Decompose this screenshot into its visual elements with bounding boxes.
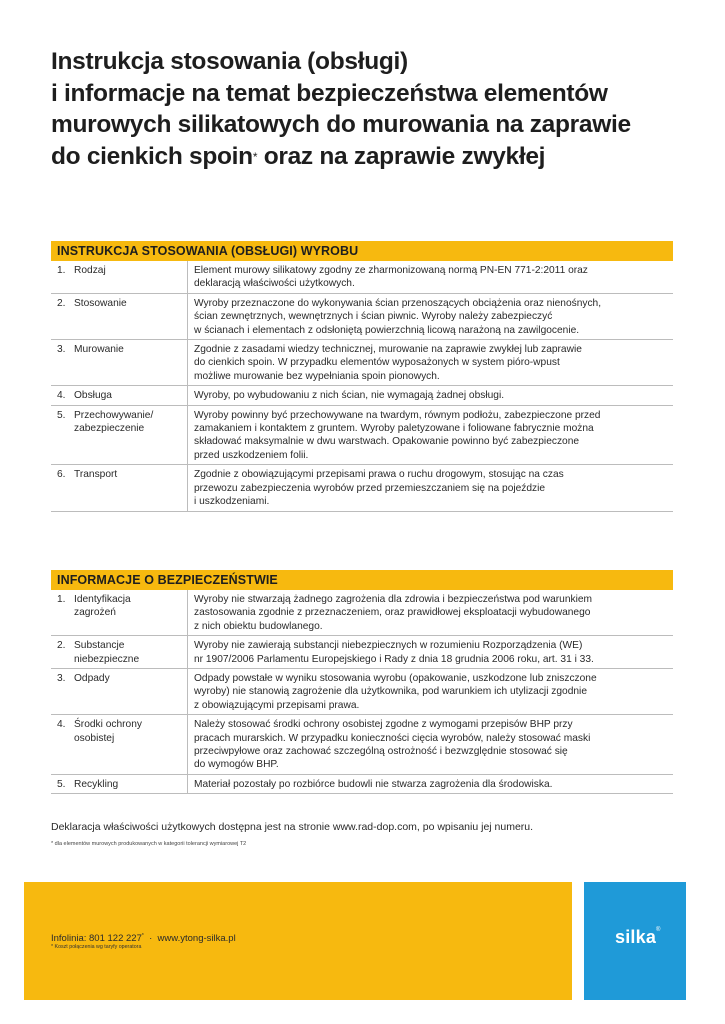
- row-label-text: Obsługa: [74, 390, 112, 402]
- silka-logo: [615, 927, 661, 948]
- description-line: przed uszkodzeniem folii.: [194, 449, 309, 461]
- table-row: [51, 261, 673, 293]
- description-line: przewozu zabezpieczenia wyrobów przed przemieszczaniem się na pojeździe: [194, 482, 546, 494]
- row-label-line: [57, 778, 183, 791]
- table-row: [51, 636, 673, 669]
- row-number: 4.: [57, 719, 66, 731]
- table-row: [51, 669, 673, 715]
- row-number: 2.: [57, 297, 66, 309]
- description-line: z obowiązującymi przepisami prawa.: [194, 699, 360, 711]
- row-description: [188, 636, 674, 669]
- table-row: [51, 715, 673, 775]
- row-label: [51, 293, 188, 339]
- safety-information-table: [51, 590, 673, 794]
- description-line: możliwe murowanie bez wypełniania spoin pionowych.: [194, 370, 440, 382]
- row-label-text: zagrożeń: [74, 607, 116, 619]
- row-label-text: niebezpieczne: [74, 653, 140, 665]
- row-label-line: [57, 468, 183, 481]
- description-line: Wyroby nie stwarzają żadnego zagrożenia dla zdrowia i bezpieczeństwa pod warunkiem: [194, 594, 592, 605]
- row-label-line: [57, 593, 183, 606]
- website-link[interactable]: www.ytong-silka.pl: [157, 933, 236, 944]
- description-line: przeciwpyłowe oraz zachować szczególną ostrożność i bezwzględnie stosować się: [194, 746, 568, 758]
- row-label-text: Murowanie: [74, 344, 124, 356]
- description-line: z nich obiektu budowlanego.: [194, 620, 323, 632]
- infolinia-number: Infolinia: 801 122 227: [51, 933, 142, 944]
- safety-information-section: [51, 570, 673, 794]
- table-row: [51, 386, 673, 405]
- row-label-text: Środki ochrony: [74, 719, 142, 731]
- row-description: [188, 669, 674, 715]
- description-line: składować maksymalnie w dwu warstwach. Opakowanie powinno być zabezpieczone: [194, 436, 580, 448]
- row-number: 2.: [57, 640, 66, 652]
- description-line: Zgodnie z zasadami wiedzy technicznej, murowanie na zaprawie zwykłej lub zaprawie: [194, 344, 582, 356]
- description-line: Odpady powstałe w wyniku stosowania wyrobu (opakowanie, uszkodzone lub zniszczone: [194, 673, 597, 685]
- row-number: 1.: [57, 265, 66, 276]
- usage-instructions-table: [51, 261, 673, 512]
- title-line: Instrukcja stosowania (obsługi): [51, 48, 408, 75]
- row-description: [188, 590, 674, 636]
- row-label-text: Rodzaj: [74, 265, 106, 276]
- row-label-text: Przechowywanie/: [74, 409, 154, 421]
- usage-instructions-section: [51, 241, 673, 512]
- row-description: [188, 715, 674, 775]
- row-label-text: Recykling: [74, 778, 119, 790]
- description-line: Zgodnie z obowiązującymi przepisami prawa o ruchu drogowym, stosując na czas: [194, 469, 564, 481]
- title-line-text: oraz na zaprawie zwykłej: [257, 142, 546, 170]
- row-label-line: [57, 653, 183, 666]
- row-label-line: [57, 264, 183, 277]
- row-label-text: Odpady: [74, 673, 110, 685]
- title-line: i informacje na temat bezpieczeństwa elementów: [51, 79, 608, 107]
- description-line: Wyroby przeznaczone do wykonywania ścian przenoszących obciążenia oraz nienośnych,: [194, 297, 602, 309]
- row-label-text: osobistej: [74, 732, 115, 744]
- row-label-line: [57, 606, 183, 619]
- infolinia-marker: *: [141, 933, 144, 939]
- row-label: [51, 669, 188, 715]
- call-cost-note: * Koszt połączenia wg taryfy operatora: [51, 944, 142, 950]
- row-label: [51, 340, 188, 386]
- description-line: do cienkich spoin. W przypadku elementów wyposażonych w system pióro-wpust: [194, 357, 560, 369]
- declaration-note: Deklaracja właściwości użytkowych dostępna jest na stronie www.rad-dop.com, po wpisaniu jej numeru.: [51, 821, 534, 833]
- registered-mark: ®: [656, 927, 661, 933]
- row-label: [51, 636, 188, 669]
- table-row: [51, 590, 673, 636]
- row-label-line: [57, 732, 183, 745]
- row-label-text: zabezpieczenie: [74, 423, 145, 435]
- description-line: nr 1907/2006 Parlamentu Europejskiego i Rady z dnia 18 grudnia 2006 roku, art. 31 i 33.: [194, 653, 594, 665]
- row-label-line: [57, 422, 183, 435]
- description-line: Materiał pozostały po rozbiórce budowli nie stwarza zagrożenia dla środowiska.: [194, 778, 553, 790]
- row-number: 4.: [57, 390, 66, 402]
- row-number: 3.: [57, 673, 66, 685]
- description-line: Należy stosować środki ochrony osobistej zgodne z wymogami przepisów BHP przy: [194, 719, 573, 731]
- row-number: 5.: [57, 778, 66, 790]
- row-label: [51, 405, 188, 465]
- logo-text: silka: [615, 927, 657, 947]
- table-row: [51, 405, 673, 465]
- table-row: [51, 465, 673, 511]
- description-line: deklaracją właściwości użytkowych.: [194, 278, 355, 290]
- table-row: [51, 293, 673, 339]
- description-line: ścian zewnętrznych, wewnętrznych i ścian piwnic. Wyroby należy zabezpieczyć: [194, 311, 553, 323]
- title-line: murowych silikatowych do murowania na zaprawie: [51, 111, 631, 138]
- row-label-line: [57, 389, 183, 402]
- description-line: i uszkodzeniami.: [194, 496, 270, 508]
- document-title: [51, 46, 691, 172]
- row-label-text: Transport: [74, 469, 118, 481]
- row-label: [51, 465, 188, 511]
- row-description: [188, 261, 674, 293]
- contact-line: [51, 933, 236, 944]
- separator: ·: [143, 933, 158, 944]
- section-heading: INFORMACJE O BEZPIECZEŃSTWIE: [51, 570, 673, 590]
- description-line: Wyroby nie zawierają substancji niebezpiecznych w rozumieniu Rozporządzenia (WE): [194, 640, 583, 652]
- section-heading: INSTRUKCJA STOSOWANIA (OBSŁUGI) WYROBU: [51, 241, 673, 261]
- row-description: [188, 774, 674, 793]
- description-line: do wymogów BHP.: [194, 759, 279, 771]
- row-label-line: [57, 672, 183, 685]
- row-description: [188, 386, 674, 405]
- description-line: zastosowania zgodnie z przeznaczeniem, oraz prawidłowej eksploatacji wybudowanego: [194, 607, 591, 619]
- row-label: [51, 774, 188, 793]
- row-label-line: [57, 343, 183, 356]
- description-line: zamakaniem i kontaktem z gruntem. Wyroby paletyzowane i foliowane fabrycznie można: [194, 423, 594, 435]
- row-label-text: Stosowanie: [74, 297, 127, 309]
- row-label-text: Substancje: [74, 640, 125, 652]
- row-label-line: [57, 409, 183, 422]
- description-line: w ścianach i elementach z odsłoniętą powierzchnią licową narażoną na zawilgocenie.: [194, 324, 580, 336]
- footnote: * dla elementów murowych produkowanych w kategorii tolerancji wymiarowej T2: [51, 841, 247, 847]
- description-line: pracach murarskich. W przypadku konieczności cięcia wyrobów, należy stosować maski: [194, 732, 591, 744]
- row-number: 3.: [57, 344, 66, 356]
- row-description: [188, 465, 674, 511]
- row-description: [188, 293, 674, 339]
- row-description: [188, 340, 674, 386]
- table-row: [51, 340, 673, 386]
- title-line: [51, 141, 691, 173]
- description-line: Element murowy silikatowy zgodny ze zharmonizowaną normą PN-EN 771-2:2011 oraz: [194, 265, 588, 276]
- row-label: [51, 590, 188, 636]
- row-label: [51, 386, 188, 405]
- title-line-text: do cienkich spoin: [51, 142, 253, 170]
- row-label-line: [57, 718, 183, 731]
- row-label: [51, 715, 188, 775]
- row-number: 6.: [57, 469, 66, 481]
- description-line: Wyroby, po wybudowaniu z nich ścian, nie wymagają żadnej obsługi.: [194, 390, 505, 402]
- description-line: Wyroby powinny być przechowywane na twardym, równym podłożu, zabezpieczone przed: [194, 409, 601, 421]
- row-label-text: Identyfikacja: [74, 594, 131, 605]
- table-row: [51, 774, 673, 793]
- footnote-marker: *: [252, 149, 258, 164]
- row-label-line: [57, 639, 183, 652]
- row-label-line: [57, 297, 183, 310]
- description-line: wyroby) nie stanowią zagrożenie dla użytkownika, pod warunkiem ich utylizacji zgodnie: [194, 686, 587, 698]
- row-number: 1.: [57, 594, 66, 605]
- row-description: [188, 405, 674, 465]
- row-label: [51, 261, 188, 293]
- row-number: 5.: [57, 409, 66, 421]
